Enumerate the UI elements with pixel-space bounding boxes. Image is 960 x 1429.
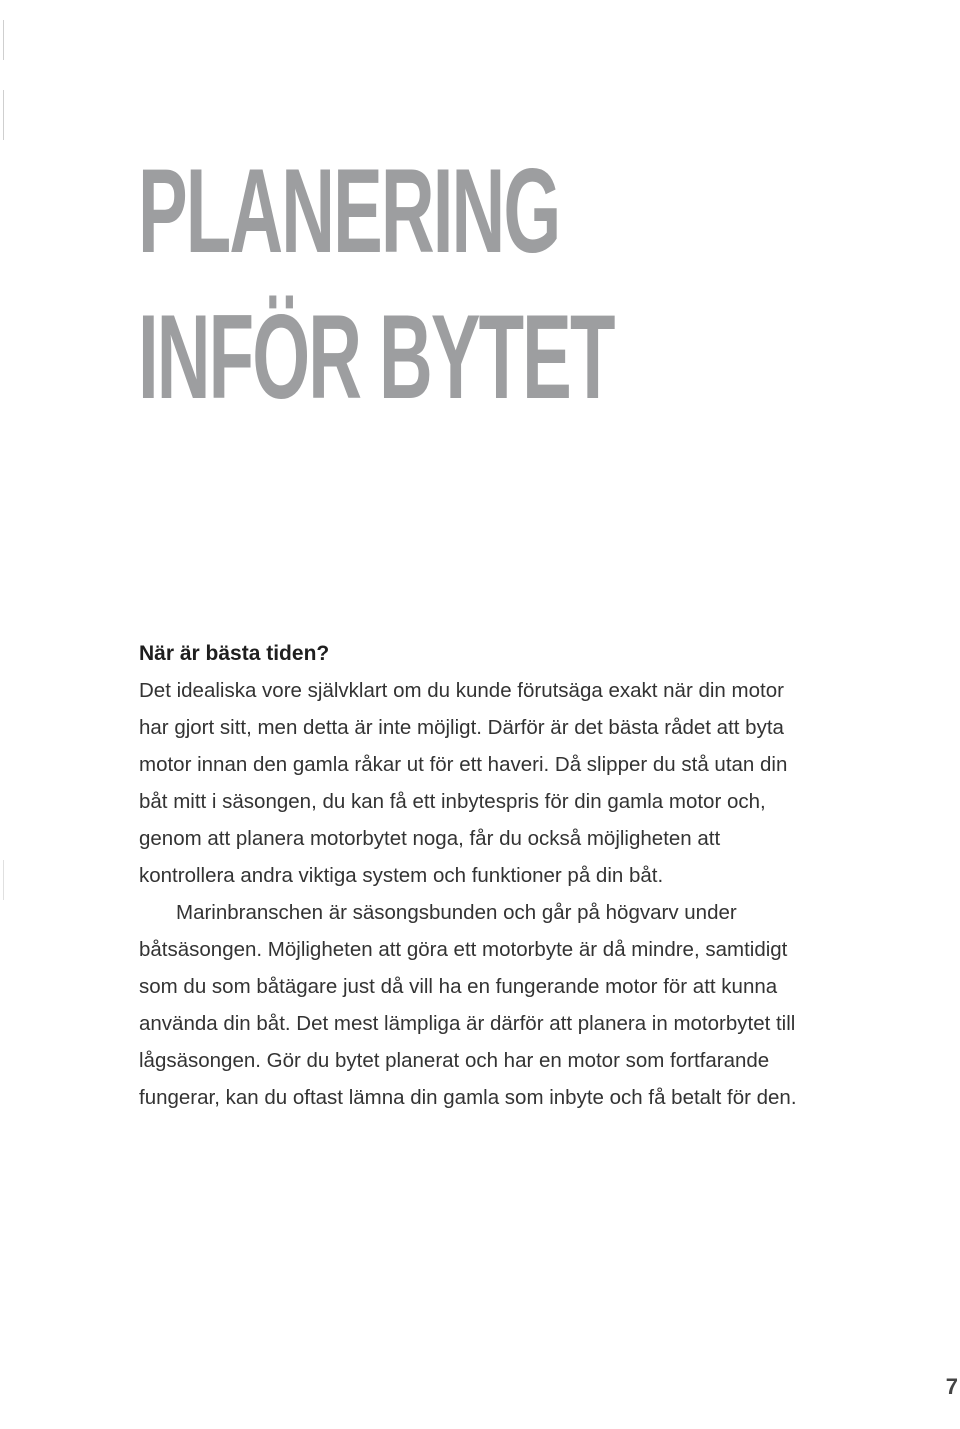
title-line-1: PLANERING: [138, 144, 560, 278]
content-section: [139, 635, 819, 1116]
paragraph-1: Det idealiska vore självklart om du kunde förutsäga exakt när din motor har gjort sitt, men detta är inte möjligt. Därför är det bästa rådet att byta motor innan den gamla råkar ut för ett haveri. Då slipper du stå utan din båt mitt i säsongen, du kan få ett inbytespris för din gamla motor och, genom att planera motorbytet noga, får du också möjligheten att kontrollera andra viktiga system och funktioner på din båt.: [139, 679, 788, 887]
page-number: 7: [945, 1374, 958, 1399]
page-edge-mark: [3, 90, 4, 140]
section-heading: När är bästa tiden?: [139, 642, 330, 665]
title-line-2: INFÖR BYTET: [138, 290, 614, 424]
page-edge-mark: [3, 20, 4, 60]
paragraph-2: Marinbranschen är säsongsbunden och går på högvarv under båtsäsongen. Möjligheten att göra ett motorbyte är då mindre, samtidigt som du som båtägare just då vill ha en fungerande motor för att kunna använda din båt. Det mest lämpliga är därför att planera in motorbytet till lågsäsongen. Gör du bytet planerat och har en motor som fortfarande fungerar, kan du oftast lämna din gamla som inbyte och få betalt för den.: [139, 901, 797, 1109]
page-title: [138, 138, 614, 430]
page-edge-mark: [3, 860, 4, 900]
